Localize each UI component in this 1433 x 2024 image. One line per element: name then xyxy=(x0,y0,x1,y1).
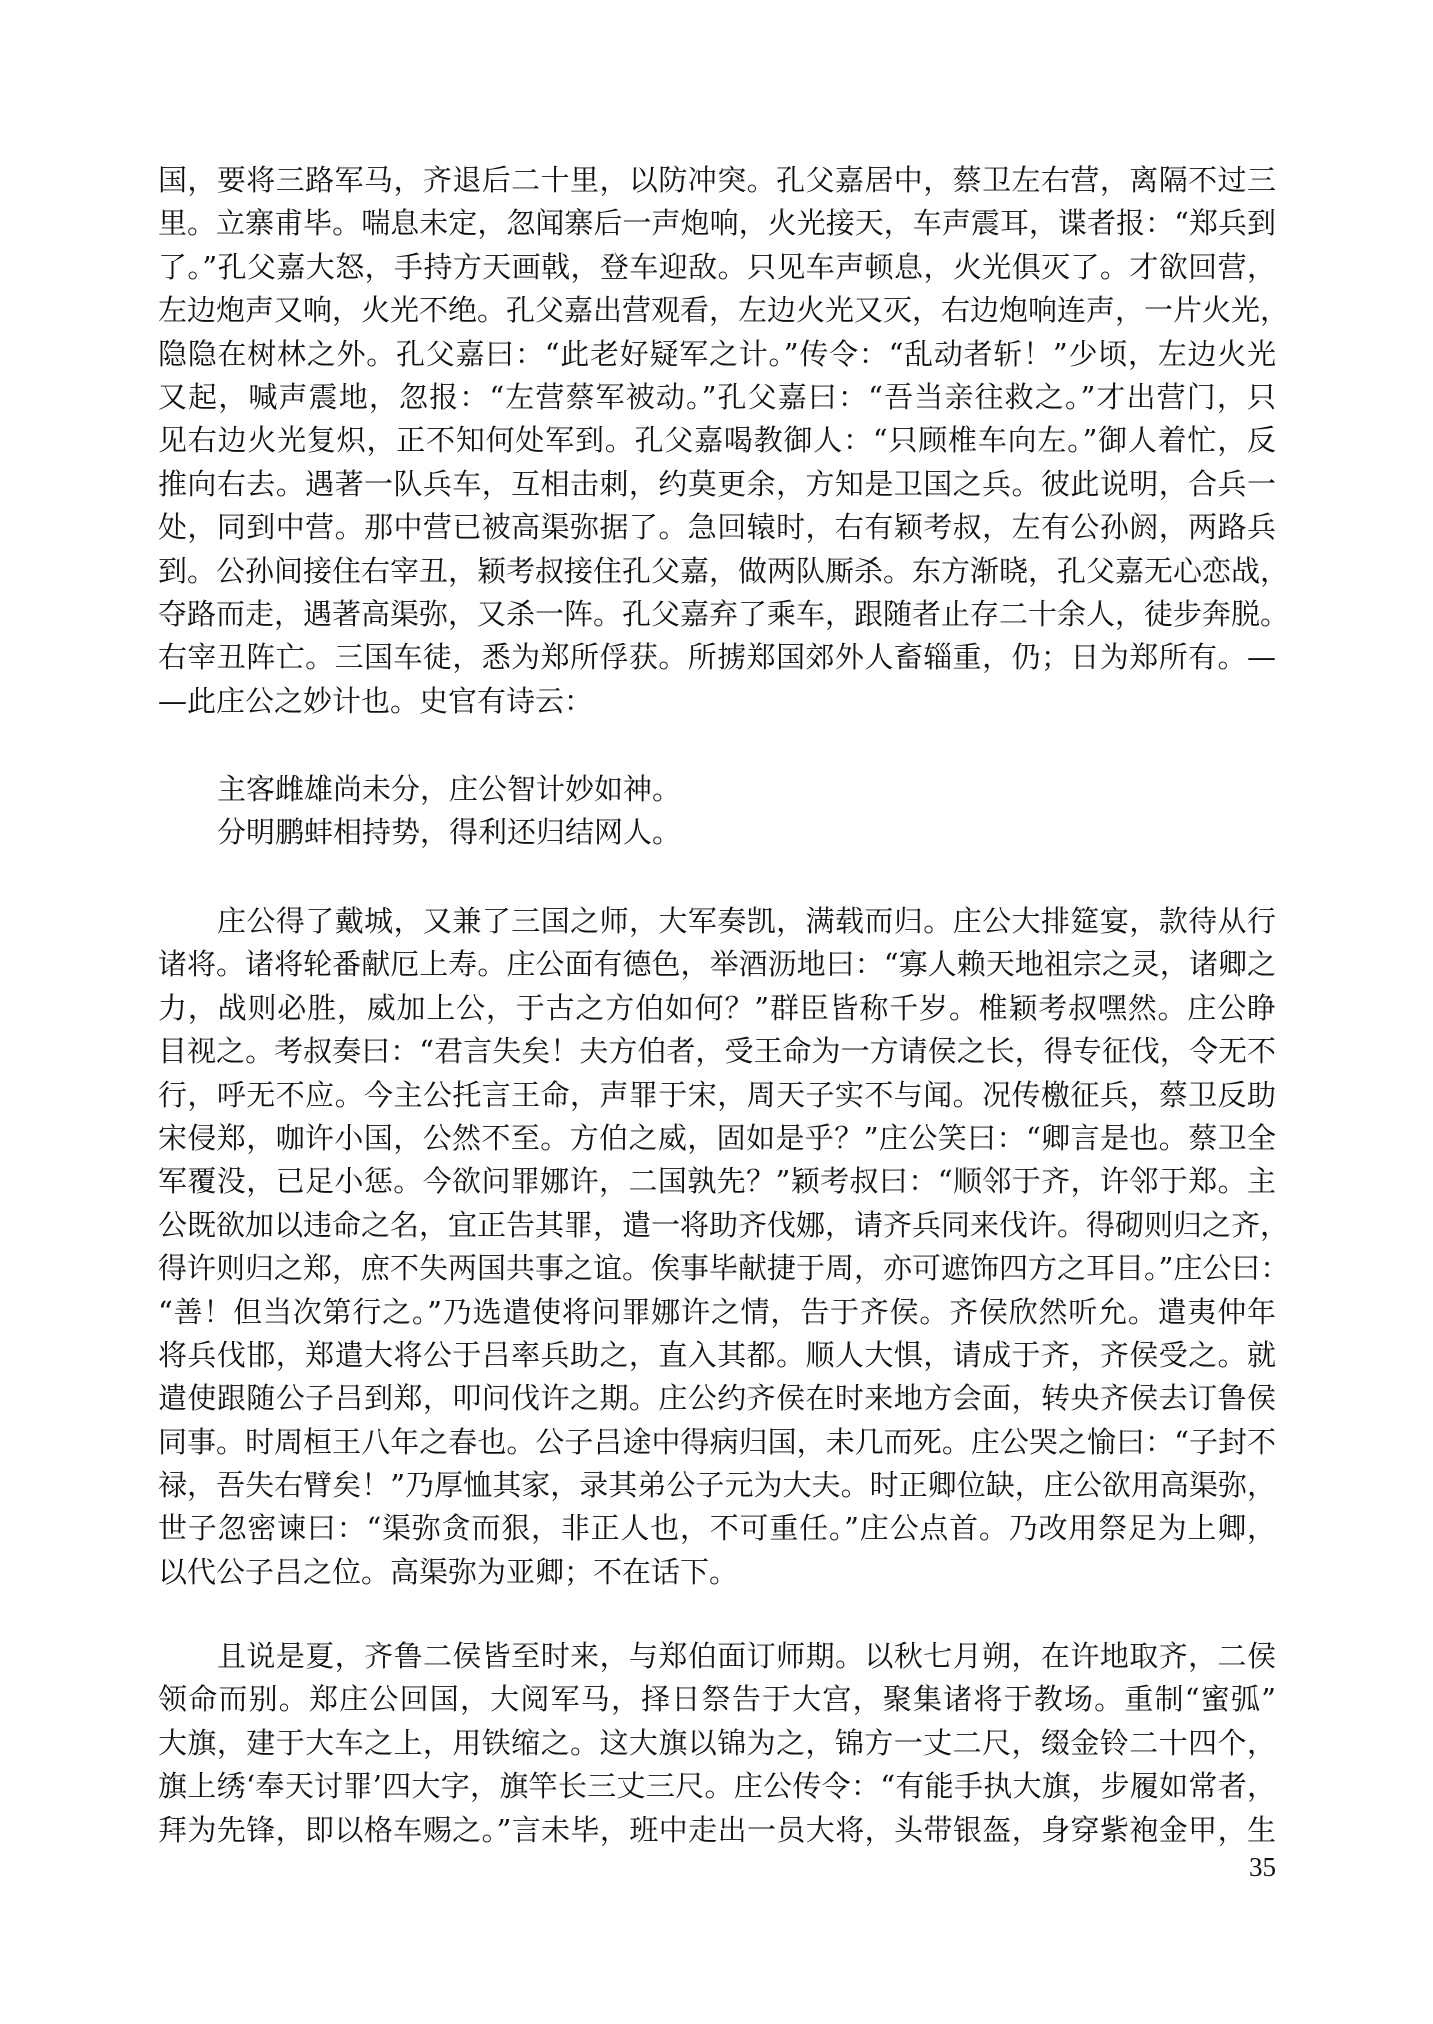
text-line: 遣使跟随公子吕到郑，叩问伐许之期。庄公约齐侯在时来地方会面，转央齐侯去订鲁侯 xyxy=(158,1381,1276,1416)
text-line: 力，战则必胜，威加上公，于古之方伯如何？”群臣皆称千岁。椎颖考叔嘿然。庄公睁 xyxy=(158,990,1276,1025)
text-line: 拜为先锋，即以格车赐之。”言未毕，班中走出一员大将，头带银盔，身穿紫袍金甲，生 xyxy=(158,1812,1276,1847)
text-line: 目视之。考叔奏曰：“君言失矣！夫方伯者，受王命为一方请侯之长，得专征伐，令无不 xyxy=(158,1034,1276,1069)
text-line: 右宰丑阵亡。三国车徒，悉为郑所俘获。所掳郑国郊外人畜辎重，仍；日为郑所有。— xyxy=(158,640,1276,675)
text-line: 公既欲加以违命之名，宜正告其罪，遣一将助齐伐娜，请齐兵同来伐许。得砌则归之齐， xyxy=(158,1207,1290,1242)
text-line: 领命而别。郑庄公回国，大阅军马，择日祭告于大宫，聚集诸将于教场。重制“蜜弧” xyxy=(158,1682,1276,1717)
text-line: 处，同到中营。那中营已被高渠弥据了。急回辕时，右有颖考叔，左有公孙阏，两路兵 xyxy=(158,510,1276,545)
text-line: 庄公得了戴城，又兼了三国之师，大军奏凯，满载而归。庄公大排筵宴，款待从行 xyxy=(217,904,1276,938)
text-line: 行，呼无不应。今主公托言王命，声罪于宋，周天子实不与闻。况传檄征兵，蔡卫反助 xyxy=(158,1077,1276,1112)
text-line: 分明鹏蚌相持势，得利还归结网人。 xyxy=(217,815,682,850)
text-line: 主客雌雄尚未分，庄公智计妙如神。 xyxy=(217,772,682,806)
text-line: 得许则归之郑，庶不失两国共事之谊。俟事毕献捷于周，亦可遮饰四方之耳目。”庄公曰： xyxy=(158,1251,1290,1286)
text-line: 且说是夏，齐鲁二侯皆至时来，与郑伯面订师期。以秋七月朔，在许地取齐，二侯 xyxy=(217,1639,1276,1673)
paragraph-summer xyxy=(158,1635,1276,1852)
text-line: 推向右去。遇著一队兵车，互相击刺，约莫更余，方知是卫国之兵。彼此说明，合兵一 xyxy=(158,466,1276,501)
text-line: “善！但当次第行之。”乃选遣使将问罪娜许之情，告于齐侯。齐侯欣然听允。遣夷仲年 xyxy=(158,1294,1276,1329)
text-line: 宋侵郑，咖许小国，公然不至。方伯之威，固如是乎？”庄公笑曰：“卿言是也。蔡卫全 xyxy=(158,1120,1276,1155)
text-line: 国，要将三路军马，齐退后二十里，以防冲突。孔父嘉居中，蔡卫左右营，离隔不过三 xyxy=(158,163,1276,197)
text-line: —此庄公之妙计也。史官有诗云： xyxy=(158,683,594,718)
poem xyxy=(158,768,1276,855)
text-line: 见右边火光复炽，正不知何处军到。孔父嘉喝教御人：“只顾椎车向左。”御人着忙，反 xyxy=(158,423,1276,458)
page-number: 35 xyxy=(1249,1852,1276,1882)
text-line: 以代公子吕之位。高渠弥为亚卿；不在话下。 xyxy=(158,1554,739,1589)
text-line: 又起，喊声震地，忽报：“左营蔡军被动。”孔父嘉曰：“吾当亲往救之。”才出营门，只 xyxy=(158,379,1276,414)
text-line: 里。立寨甫毕。喘息未定，忽闻寨后一声炮响，火光接天，车声震耳，谍者报：“郑兵到 xyxy=(158,206,1276,241)
paragraph-battle-narrative xyxy=(158,159,1290,723)
text-line: 隐隐在树林之外。孔父嘉曰：“此老好疑军之计。”传令：“乱动者斩！”少顷，左边火光 xyxy=(158,336,1276,371)
text-line: 夺路而走，遇著高渠弥，又杀一阵。孔父嘉弃了乘车，跟随者止存二十余人，徒步奔脱。 xyxy=(158,596,1290,631)
text-line: 旗上绣‘奉天讨罪’四大字，旗竿长三丈三尺。庄公传令：“有能手执大旗，步履如常者， xyxy=(158,1769,1276,1804)
text-line: 军覆没，已足小惩。今欲问罪娜许，二国孰先？”颖考叔曰：“顺邻于齐，许邻于郑。主 xyxy=(158,1164,1276,1199)
text-line: 到。公孙间接住右宰丑，颖考叔接住孔父嘉，做两队厮杀。东方渐晓，孔父嘉无心恋战， xyxy=(158,553,1290,588)
text-line: 世子忽密谏曰：“渠弥贪而狠，非正人也，不可重任。”庄公点首。乃改用祭足为上卿， xyxy=(158,1511,1276,1546)
text-line: 诸将。诸将轮番献厄上寿。庄公面有德色，举酒沥地曰：“寡人赖天地祖宗之灵，诸卿之 xyxy=(158,947,1276,982)
text-line: 将兵伐邯，郑遣大将公于吕率兵助之，直入其都。顺人大惧，请成于齐，齐侯受之。就 xyxy=(158,1337,1276,1372)
text-line: 左边炮声又响，火光不绝。孔父嘉出营观看，左边火光又灭，右边炮响连声，一片火光， xyxy=(158,293,1290,328)
text-line: 了。”孔父嘉大怒，手持方天画戟，登车迎敌。只见车声顿息，火光俱灭了。才欲回营， xyxy=(158,249,1276,284)
paragraph-feast xyxy=(158,900,1290,1594)
text-line: 同事。时周桓王八年之春也。公子吕途中得病归国，未几而死。庄公哭之愉曰：“子封不 xyxy=(158,1424,1276,1459)
text-line: 大旗，建于大车之上，用铁缩之。这大旗以锦为之，锦方一丈二尺，缀金铃二十四个， xyxy=(158,1725,1276,1760)
text-line: 禄，吾失右臂矣！”乃厚恤其家，录其弟公子元为大夫。时正卿位缺，庄公欲用高渠弥， xyxy=(158,1468,1276,1503)
